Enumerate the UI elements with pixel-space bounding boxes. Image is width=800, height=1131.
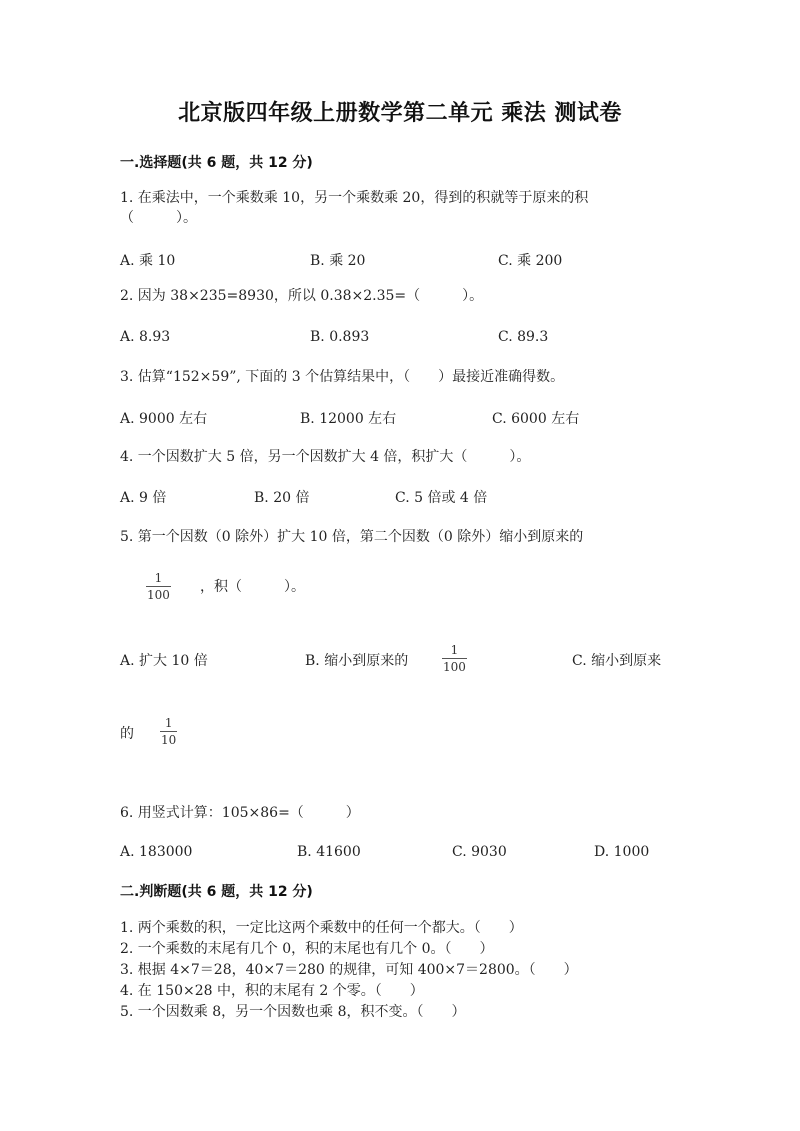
fraction-bar [160,731,177,732]
fraction-numerator: 1 [450,643,459,657]
page-title: 北京版四年级上册数学第二单元 乘法 测试卷 [178,101,622,126]
question-5-option-c-fraction [160,716,177,747]
question-5-option-b: B. 缩小到原来的 [305,653,409,669]
question-5-option-b-fraction [442,643,467,674]
question-2-text: 2. 因为 38×235=8930，所以 0.38×2.35=（ ）。 [120,288,484,304]
question-6-option-c: C. 9030 [452,844,507,860]
judge-item-2: 2. 一个乘数的末尾有几个 0，积的末尾也有几个 0。（ ） [120,941,494,957]
question-4-option-a: A. 9 倍 [120,490,167,506]
question-6-option-b: B. 41600 [297,844,361,860]
question-2-option-a: A. 8.93 [120,329,171,345]
judge-item-5: 5. 一个因数乘 8，另一个因数也乘 8，积不变。（ ） [120,1004,466,1020]
question-4-option-c: C. 5 倍或 4 倍 [395,490,488,506]
question-3-option-a: A. 9000 左右 [120,411,208,427]
question-3-text: 3. 估算“152×59”, 下面的 3 个估算结果中，（ ）最接近准确得数。 [120,369,565,385]
section-judge-heading: 二.判断题(共 6 题，共 12 分) [120,884,313,900]
question-5-option-c: C. 缩小到原来 [572,653,662,669]
fraction-denominator: 100 [443,660,466,674]
question-4-option-b: B. 20 倍 [254,490,310,506]
question-6-text: 6. 用竖式计算：105×86=（ ） [120,805,360,821]
question-2-option-b: B. 0.893 [310,329,370,345]
fraction-numerator: 1 [164,716,173,730]
question-4-text: 4. 一个因数扩大 5 倍，另一个因数扩大 4 倍，积扩大（ ）。 [120,449,531,465]
question-1-option-b: B. 乘 20 [310,253,366,269]
fraction-denominator: 100 [147,588,170,602]
question-6-option-a: A. 183000 [120,844,193,860]
question-6-option-d: D. 1000 [594,844,650,860]
question-1-text: 1. 在乘法中，一个乘数乘 10，另一个乘数乘 20，得到的积就等于原来的积 [120,190,589,206]
judge-item-4: 4. 在 150×28 中，积的末尾有 2 个零。（ ） [120,983,424,999]
question-1-option-c: C. 乘 200 [498,253,563,269]
section-choice-heading: 一.选择题(共 6 题，共 12 分) [120,155,313,171]
question-5-blank: ，积（ ）。 [200,579,305,595]
fraction-bar [146,586,171,587]
question-5-option-c-continued: 的 [120,726,134,742]
fraction-bar [442,658,467,659]
question-1-blank: （ ）。 [120,210,197,226]
question-5-option-a: A. 扩大 10 倍 [120,653,208,669]
question-2-option-c: C. 89.3 [498,329,549,345]
question-5-text: 5. 第一个因数（0 除外）扩大 10 倍，第二个因数（0 除外）缩小到原来的 [120,529,584,545]
fraction-numerator: 1 [154,571,163,585]
question-3-option-b: B. 12000 左右 [300,411,397,427]
question-5-fraction [146,571,171,602]
fraction-denominator: 10 [161,733,177,747]
question-3-option-c: C. 6000 左右 [492,411,580,427]
judge-item-1: 1. 两个乘数的积，一定比这两个乘数中的任何一个都大。（ ） [120,920,523,936]
question-1-option-a: A. 乘 10 [120,253,176,269]
judge-item-3: 3. 根据 4×7＝28，40×7＝280 的规律，可知 400×7＝2800。（ ） [120,962,578,978]
